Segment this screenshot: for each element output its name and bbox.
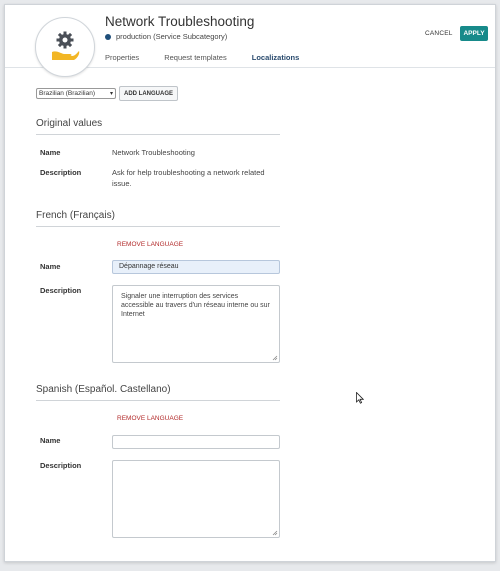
resize-handle-icon[interactable] bbox=[272, 355, 278, 361]
tab-bar bbox=[105, 53, 324, 62]
spanish-name-label: Name bbox=[40, 436, 61, 445]
gear-hand-icon bbox=[48, 30, 82, 64]
resize-handle-icon[interactable] bbox=[272, 530, 278, 536]
original-description-label: Description bbox=[40, 168, 82, 177]
spanish-description-textarea[interactable] bbox=[112, 460, 280, 538]
tab-localizations[interactable]: Localizations bbox=[251, 53, 300, 62]
divider bbox=[36, 226, 280, 227]
french-description-textarea[interactable] bbox=[112, 285, 280, 363]
french-name-label: Name bbox=[40, 262, 61, 271]
french-name-input[interactable]: Dépannage réseau bbox=[112, 260, 280, 274]
page-title: Network Troubleshooting bbox=[105, 14, 255, 29]
language-select-value: Brazilian (Brazilian) bbox=[39, 90, 95, 97]
spanish-description-label: Description bbox=[40, 461, 82, 470]
cancel-button[interactable]: CANCEL bbox=[425, 30, 453, 37]
subtitle bbox=[105, 32, 227, 41]
chevron-down-icon: ▾ bbox=[109, 91, 113, 97]
original-description-value: Ask for help troubleshooting a network related issue. bbox=[112, 168, 265, 188]
language-select[interactable] bbox=[36, 88, 116, 99]
section-spanish-title: Spanish (Español. Castellano) bbox=[36, 384, 171, 395]
divider bbox=[36, 400, 280, 401]
remove-language-spanish-button[interactable]: REMOVE LANGUAGE bbox=[117, 415, 184, 422]
tab-properties[interactable]: Properties bbox=[105, 53, 140, 62]
subtitle-text: production (Service Subcategory) bbox=[116, 32, 228, 41]
remove-language-french-button[interactable]: REMOVE LANGUAGE bbox=[117, 241, 184, 248]
apply-button[interactable]: APPLY bbox=[460, 26, 488, 41]
add-language-button[interactable]: ADD LANGUAGE bbox=[119, 86, 178, 101]
section-original-title: Original values bbox=[36, 118, 103, 129]
original-name-label: Name bbox=[40, 148, 61, 157]
original-name-value: Network Troubleshooting bbox=[112, 148, 195, 157]
language-picker-row bbox=[36, 86, 178, 101]
french-description-text: Signaler une interruption des services accessible au travers d'un réseau interne ou sur Internet bbox=[121, 293, 270, 318]
avatar bbox=[35, 17, 95, 77]
status-dot bbox=[105, 34, 111, 40]
section-french-title: French (Français) bbox=[36, 210, 115, 221]
divider bbox=[36, 134, 280, 135]
french-description-label: Description bbox=[40, 286, 82, 295]
tab-request-templates[interactable]: Request templates bbox=[164, 53, 227, 62]
localization-panel bbox=[4, 4, 496, 562]
spanish-name-input[interactable] bbox=[112, 435, 280, 449]
mouse-pointer-icon bbox=[356, 392, 364, 404]
